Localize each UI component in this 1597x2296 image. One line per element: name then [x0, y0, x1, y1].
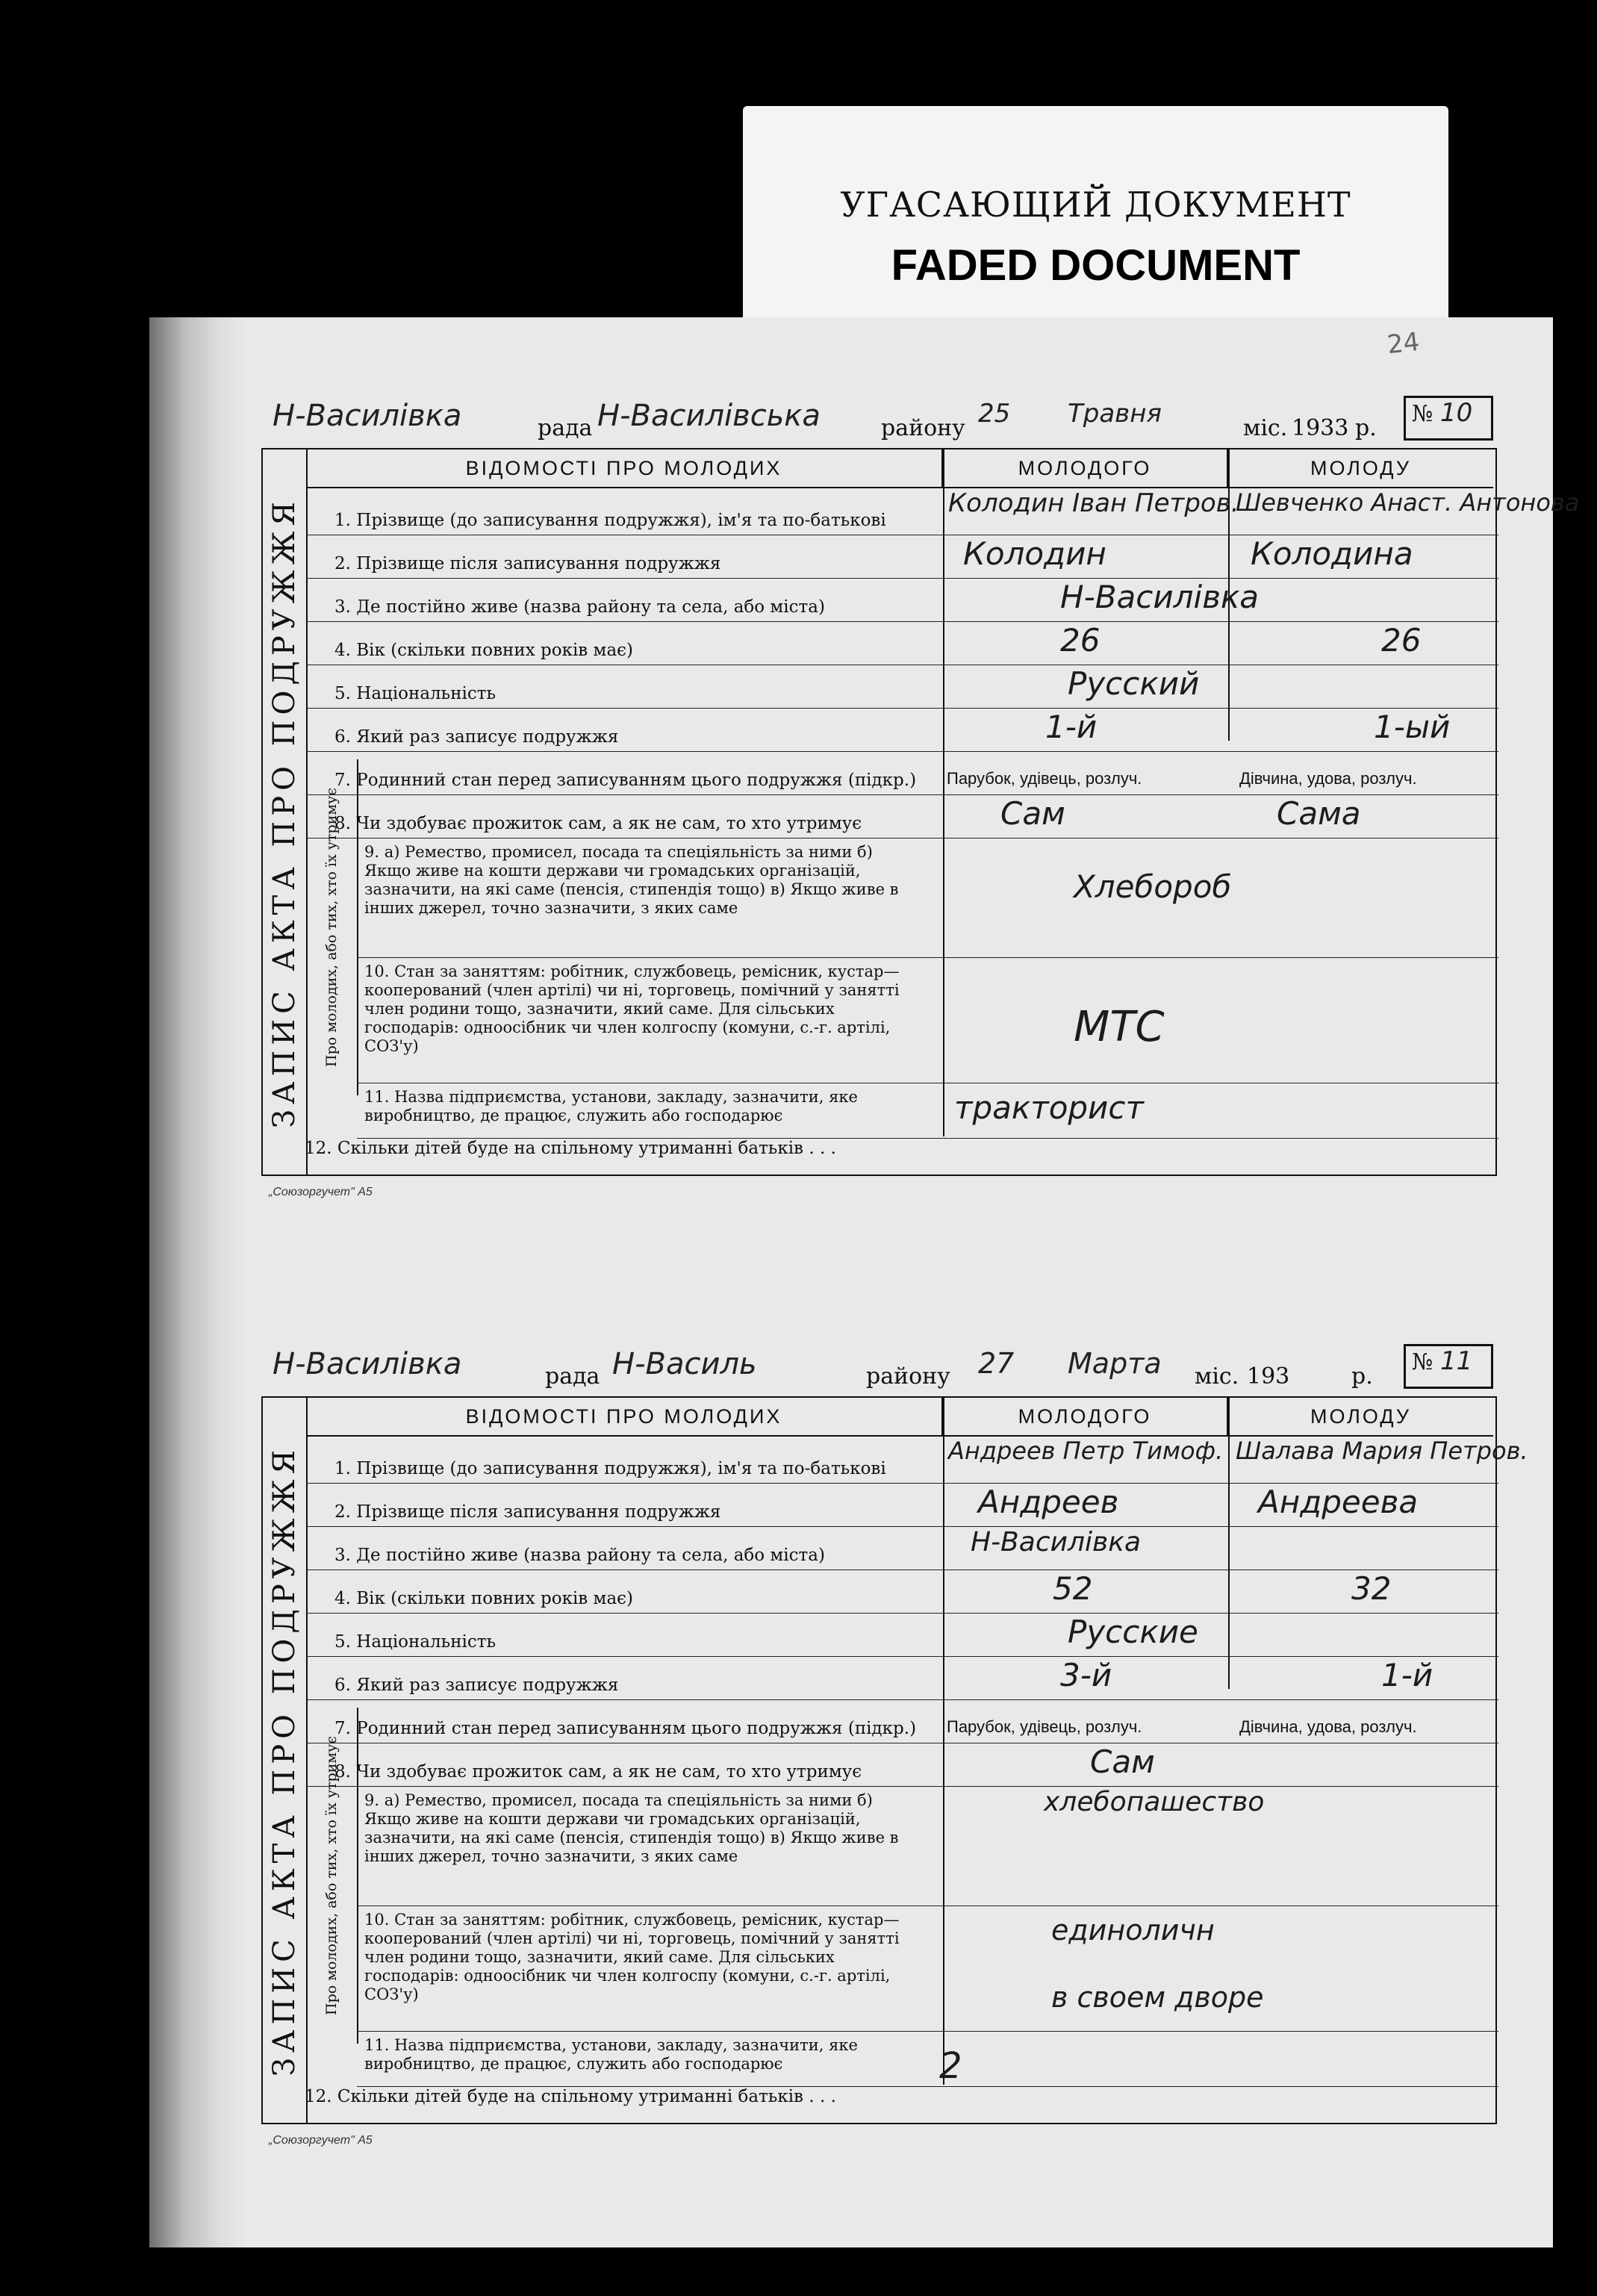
groom-times: 1-й [1045, 709, 1098, 745]
row-2: 2. Прізвище після записування подружжя Колодин Колодина [306, 535, 1498, 579]
row-10: 10. Стан за заняттям: робітник, службовець, ремісник, кустар—кооперований (член артілі) чи ні, торговець, помічний у занятті член родини тощо, зазначити, який саме. Для сільських господарів: одноосібник чи член колгоспу (комуни, с.-г. артілі, СОЗ'у) единоличн в своем дворе [357, 1906, 1498, 2032]
row-6: 6. Який раз записує подружжя 3-й 1-й [306, 1657, 1498, 1700]
record-number-box: № 10 [1404, 396, 1493, 441]
printer-mark: „Союзоргучет" А5 [269, 1186, 373, 1198]
rada-value: Н-Василь [612, 1347, 757, 1381]
occupation: Хлебороб [1074, 868, 1232, 905]
bride-name: Шалава Мария Петров. [1236, 1437, 1528, 1465]
employment-status: единоличн [1051, 1914, 1215, 1947]
groom-status-options: Парубок, удівець, розлуч. [947, 769, 1142, 788]
row-12: 12. Скільки дітей буде на спільному утриманні батьків . . . [305, 1139, 836, 1158]
bride-age: 32 [1351, 1570, 1392, 1607]
raion-label: району [866, 1363, 950, 1390]
rada-value: Н-Василівська [597, 399, 821, 433]
row-8: 8. Чи здобуває прожиток сам, а як не сам, то хто утримує Сам Сама [306, 795, 1498, 839]
year-suffix: р. [1355, 415, 1377, 441]
row-2: 2. Прізвище після записування подружжя Андреев Андреева [306, 1484, 1498, 1527]
bride-name: Шевченко Анаст. Антонова [1236, 488, 1580, 517]
groom-age: 26 [1060, 622, 1101, 659]
side-sub-title: Про молодих, або тих, хто їх утримує [323, 788, 340, 1067]
month-label: міс. [1243, 415, 1288, 441]
groom-surname-after: Колодин [963, 535, 1106, 572]
row-7: 7. Родинний стан перед записуванням цього подружжя (підкр.) Парубок, удівець, розлуч. Дівчина, удова, розлуч. [306, 1700, 1498, 1743]
workplace: в своем дворе [1051, 1981, 1264, 2014]
row-9: 9. а) Ремество, промисел, посада та спеціяльність за ними б) Якщо живе на кошти держави чи громадських організацій, зазначити, на які саме (пенсія, стипендія тощо) в) Якщо живе в інших джерел, точно зазначити, з яких саме хлебопашество [357, 1787, 1498, 1906]
row-4: 4. Вік (скільки повних років має) 26 26 [306, 622, 1498, 665]
page-corner-number: 24 [1386, 326, 1422, 361]
rada-label: рада [545, 1363, 600, 1390]
row-11: 11. Назва підприємства, установи, закладу, зазначити, яке виробництво, де працює, служить або господарює тракторист [357, 1083, 1498, 1139]
side-sub-title: Про молодих, або тих, хто їх утримує [323, 1736, 340, 2015]
col-bride-header: МОЛОДУ [1228, 449, 1493, 488]
bride-status-options: Дівчина, удова, розлуч. [1239, 769, 1417, 788]
row-12: 12. Скільки дітей буде на спільному утриманні батьків . . . [305, 2087, 836, 2106]
marriage-record-b [261, 1337, 1528, 2173]
row-6: 6. Який раз записує подружжя 1-й 1-ый [306, 709, 1498, 752]
record-header [261, 1337, 1497, 1398]
raion-label: району [881, 415, 965, 441]
marriage-record-a [261, 388, 1580, 1225]
row-7: 7. Родинний стан перед записуванням цього подружжя (підкр.) Парубок, удівець, розлуч. Дівчина, удова, розлуч. [306, 752, 1498, 795]
groom-name: Андреев Петр Тимоф. [948, 1437, 1224, 1465]
row-8: 8. Чи здобуває прожиток сам, а як не сам, то хто утримує Сам [306, 1743, 1498, 1787]
record-number: 11 [1439, 1346, 1473, 1376]
worn-binding-edge [149, 317, 246, 2247]
month-label: міс. [1195, 1363, 1239, 1390]
children-count: 2 [939, 2045, 962, 2087]
faded-document-label [743, 106, 1448, 334]
row-4: 4. Вік (скільки повних років має) 52 32 [306, 1570, 1498, 1614]
row-5: 5. Національність Русский [306, 665, 1498, 709]
groom-surname-after: Андреев [978, 1484, 1119, 1520]
row-1: 1. Прізвище (до записування подружжя), ім'я та по-батькові Колодин Іван Петров. Шевченко Анаст. Антонова [306, 488, 1498, 535]
residence: Н-Василівка [1060, 579, 1260, 615]
record-number: 10 [1439, 398, 1473, 428]
side-title: ЗАПИС АКТА ПРО ПОДРУЖЖЯ [267, 496, 302, 1128]
bride-self-support: Сама [1277, 795, 1361, 832]
groom-times: 3-й [1060, 1657, 1112, 1693]
residence: Н-Василівка [971, 1527, 1142, 1558]
side-title-column [263, 1398, 308, 2123]
side-title-column [263, 449, 308, 1175]
bride-surname-after: Андреева [1258, 1484, 1419, 1520]
row-9: 9. а) Ремество, промисел, посада та спеціяльність за ними б) Якщо живе на кошти держави чи громадських організацій, зазначити, на які саме (пенсія, стипендія тощо) в) Якщо живе в інших джерел, точно зазначити, з яких саме Хлебороб [357, 839, 1498, 958]
row-3: 3. Де постійно живе (назва району та села, або міста) Н-Василівка [306, 579, 1498, 622]
record-table [261, 448, 1580, 1176]
nationality: Русский [1068, 665, 1200, 702]
village-value: Н-Василівка [273, 399, 462, 433]
workplace: тракторист [954, 1089, 1144, 1126]
village-value: Н-Василівка [273, 1347, 462, 1381]
printer-mark: „Союзоргучет" А5 [269, 2134, 373, 2147]
groom-status-options: Парубок, удівець, розлуч. [947, 1717, 1142, 1736]
record-number-box: № 11 [1404, 1344, 1493, 1389]
row-1: 1. Прізвище (до записування подружжя), ім'я та по-батькові Андреев Петр Тимоф. Шалава Мария Петров. [306, 1437, 1498, 1484]
col-groom-header: МОЛОДОГО [943, 449, 1228, 488]
month-value: Марта [1068, 1347, 1162, 1380]
label-english: FADED DOCUMENT [891, 241, 1301, 290]
groom-self-support: Сам [1090, 1743, 1155, 1780]
groom-name: Колодин Іван Петров. [948, 488, 1239, 518]
groom-age: 52 [1053, 1570, 1093, 1607]
occupation: хлебопашество [1044, 1787, 1265, 1817]
year-value: 193 [1247, 1363, 1290, 1390]
col-info-header: ВІДОМОСТІ ПРО МОЛОДИХ [306, 1398, 943, 1437]
bride-times: 1-й [1381, 1657, 1433, 1693]
row-11: 11. Назва підприємства, установи, закладу, зазначити, яке виробництво, де працює, служить або господарює 2 [357, 2032, 1498, 2087]
row-3: 3. Де постійно живе (назва району та села, або міста) Н-Василівка [306, 1527, 1498, 1570]
side-title: ЗАПИС АКТА ПРО ПОДРУЖЖЯ [267, 1444, 302, 2076]
bride-times: 1-ый [1374, 709, 1451, 745]
employment-status: МТС [1074, 1003, 1165, 1051]
row-5: 5. Національність Русские [306, 1614, 1498, 1657]
rada-label: рада [538, 415, 593, 441]
col-bride-header: МОЛОДУ [1228, 1398, 1493, 1437]
bride-surname-after: Колодина [1251, 535, 1413, 572]
col-groom-header: МОЛОДОГО [943, 1398, 1228, 1437]
bride-age: 26 [1381, 622, 1422, 659]
row-10: 10. Стан за заняттям: робітник, службовець, ремісник, кустар—кооперований (член артілі) чи ні, торговець, помічний у занятті член родини тощо, зазначити, який саме. Для сільських господарів: одноосібник чи член колгоспу (комуни, с.-г. артілі, СОЗ'у) МТС [357, 958, 1498, 1083]
day-value: 25 [978, 399, 1011, 429]
year-suffix: р. [1351, 1363, 1373, 1390]
month-value: Травня [1068, 399, 1162, 429]
label-russian: УГАСАЮЩИЙ ДОКУМЕНТ [840, 184, 1351, 225]
record-table [261, 1396, 1528, 2124]
day-value: 27 [978, 1347, 1015, 1380]
groom-self-support: Сам [1000, 795, 1065, 832]
record-header [261, 388, 1497, 449]
bride-status-options: Дівчина, удова, розлуч. [1239, 1717, 1417, 1736]
col-info-header: ВІДОМОСТІ ПРО МОЛОДИХ [306, 449, 943, 488]
nationality: Русские [1068, 1614, 1198, 1650]
year-value: 1933 [1292, 415, 1349, 441]
